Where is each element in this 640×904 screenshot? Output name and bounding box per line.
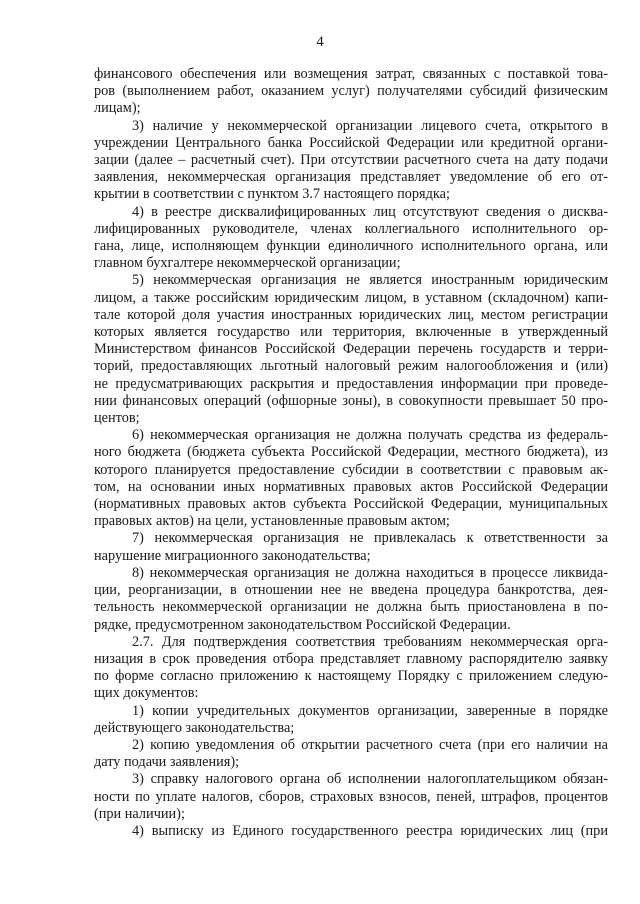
text-line: ции, реорганизации, в отношении нее не введена процедура банкротства, дея-	[94, 582, 608, 599]
text-line: заявления, некоммерческая организация представляет уведомление об его от-	[94, 169, 608, 186]
document-body	[94, 66, 608, 840]
text-line: 3) справку налогового органа об исполнении налогоплательщиком обязан-	[132, 771, 608, 788]
text-line: тале которой доля участия иностранных юридических лиц, местом регистрации	[94, 306, 608, 323]
text-line: гана, лице, исполняющем функции единоличного исполнительного органа, или	[94, 238, 608, 255]
text-line: 3) наличие у некоммерческой организации лицевого счета, открытого в	[132, 117, 608, 134]
text-line: 5) некоммерческая организация не является иностранным юридическим	[132, 272, 608, 289]
text-line: лицом, а также российским юридическим лицом, в уставном (складочном) капи-	[94, 289, 608, 306]
text-line: рядке, предусмотренном законодательством Российской Федерации.	[94, 616, 511, 633]
text-line: по форме согласно приложению к настоящему Порядку с приложением следую-	[94, 668, 608, 685]
text-line: центов;	[94, 410, 140, 427]
text-line: 7) некоммерческая организация не привлекалась к ответственности за	[132, 530, 608, 547]
text-line: учреждении Центрального банка Российской Федерации или кредитной органи-	[94, 134, 608, 151]
text-line: торий, предоставляющих льготный налоговый режим налогообложения и (или)	[94, 358, 608, 375]
text-line: 8) некоммерческая организация не должна находиться в процессе ликвида-	[132, 564, 608, 581]
text-line: 2) копию уведомления об открытии расчетного счета (при его наличии на	[132, 736, 608, 753]
text-line: Министерством финансов Российской Федерации перечень государств и терри-	[94, 341, 608, 358]
text-line: (при наличии);	[94, 805, 185, 822]
text-line: главном бухгалтере некоммерческой организации;	[94, 255, 401, 272]
text-line: ров (выполнением работ, оказанием услуг) получателями субсидий физическим	[94, 83, 608, 100]
text-line: 2.7. Для подтверждения соответствия требованиям некоммерческая орга-	[132, 633, 608, 650]
text-line: крытии в соответствии с пунктом 3.7 настоящего порядка;	[94, 186, 450, 203]
text-line: 6) некоммерческая организация не должна получать средства из федераль-	[132, 427, 608, 444]
text-line: правовых актов) на цели, установленные правовым актом;	[94, 513, 450, 530]
text-line: низация в срок проведения отбора представляет главному распорядителю заявку	[94, 650, 608, 667]
text-line: нии финансовых операций (офшорные зоны), в совокупности превышает 50 про-	[94, 392, 608, 409]
text-line: не предусматривающих раскрытия и предоставления информации при проведе-	[94, 375, 608, 392]
text-line: которого планируется предоставление субсидии в соответствии с правовым ак-	[94, 461, 608, 478]
text-line: дату подачи заявления);	[94, 754, 240, 771]
text-line: финансового обеспечения или возмещения затрат, связанных с поставкой това-	[94, 66, 608, 82]
page-number: 4	[316, 34, 324, 50]
text-line: том, на основании иных нормативных правовых актов Российской Федерации	[94, 478, 608, 495]
text-line: лицам);	[94, 100, 141, 117]
text-line: 4) в реестре дисквалифицированных лиц отсутствуют сведения о дисква-	[132, 203, 608, 220]
text-line: действующего законодательства;	[94, 719, 295, 736]
text-line: нарушение миграционного законодательства;	[94, 547, 371, 564]
text-line: (нормативных правовых актов субъекта Российской Федерации, муниципальных	[94, 496, 608, 513]
text-line: зации (далее – расчетный счет). При отсутствии расчетного счета на дату подачи	[94, 152, 608, 169]
text-line: щих документов:	[94, 685, 199, 702]
text-line: ности по уплате налогов, сборов, страховых взносов, пеней, штрафов, процентов	[94, 788, 608, 805]
text-line: лифицированных руководителе, членах коллегиального исполнительного ор-	[94, 220, 608, 237]
text-line: 1) копии учредительных документов организации, заверенные в порядке	[132, 702, 608, 719]
text-line: ного бюджета (бюджета субъекта Российской Федерации, местного бюджета), из	[94, 444, 608, 461]
text-line: тельность некоммерческой организации не должна быть приостановлена в по-	[94, 599, 608, 616]
text-line: которых является государство или территория, включенные в утвержденный	[94, 324, 608, 341]
text-line: 4) выписку из Единого государственного реестра юридических лиц (при	[132, 822, 608, 839]
